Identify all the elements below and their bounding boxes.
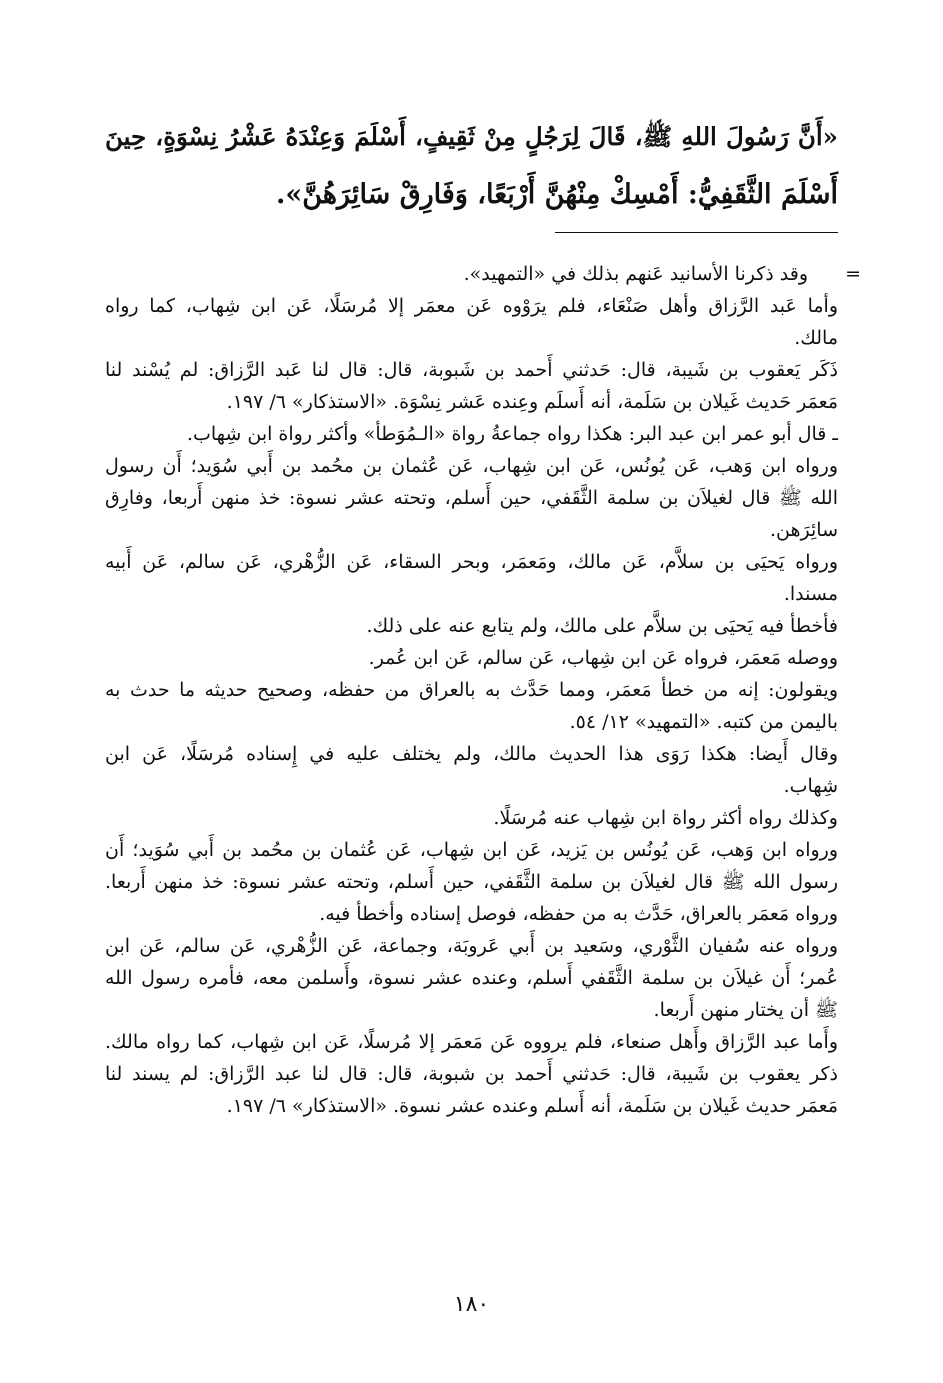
footnote-line: ﷺ أن يختار منهن أَربعا. bbox=[653, 999, 838, 1021]
hadith-text bbox=[105, 108, 838, 224]
footnote-line: ورواه مَعمَر بالعراق، حَدَّث به من حفظه، فوصل إسناده وأخطأ فيه. bbox=[319, 903, 838, 925]
footnotes bbox=[105, 258, 838, 1122]
footnote-line: الله ﷺ قال لغيلاَن بن سلمة الثَّقَفي، حين أَسلم، وتحته عشر نسوة: خذ منهن أَربعا، وفارِق bbox=[105, 487, 838, 509]
footnote-line: شِهاب. bbox=[783, 775, 838, 797]
footnote-line: رسول الله ﷺ قال لغيلاَن بن سلمة الثَّقَفي، حين أَسلم، وتحته عشر نسوة: خذ منهن أَربعا. bbox=[105, 871, 838, 893]
footnote-line: ورواه ابن وَهب، عَن يُونُس بن يَزيد، عَن ابن شِهاب، عَن عُثمان بن محُمد بن أَبي سُوَيد؛ أَن bbox=[105, 839, 838, 861]
footnote-line: ورواه عنه سُفيان الثَّوْري، وسَعيد بن أَبي عَروبَة، وجماعة، عَن الزُّهْري، عَن سالم، عَن ابن bbox=[105, 935, 838, 957]
footnote-line: وأما عَبد الرَّزاق وأهل صَنْعَاء، فلم يرَوْوه عَن معمَر إلا مُرسَلًا، عَن ابن شِهاب، كما رواه bbox=[105, 295, 838, 317]
hadith-line: أَسْلَمَ الثَّقَفِيُّ: أَمْسِكْ مِنْهُنَّ أَرْبَعًا، وَفَارِقْ سَائِرَهُنَّ». bbox=[275, 179, 838, 210]
continuation-mark: = bbox=[845, 263, 861, 285]
footnote-line: ويقولون: إنه من خطأ مَعمَر، ومما حَدَّث به بالعراق من حفظه، وصحيح حديثه ما حدث به bbox=[105, 679, 838, 701]
footnote-line: ذَكَر يَعقوب بن شَيبة، قال: حَدثني أَحمد بن شَبوبة، قال: قال لنا عَبد الرَّزاق: لم يُسْند لنا bbox=[105, 359, 838, 381]
footnote-line: ـ قال أبو عمر ابن عبد البر: هكذا رواه جماعةُ رواة «الـمُوَطأ» وأكثر رواة ابن شِهاب. bbox=[186, 423, 838, 445]
footnote-line: عُمر؛ أَن غيلاَن بن سلمة الثَّقَفي أَسلم، وعنده عشر نسوة، وأَسلمن معه، فأمره رسول الله bbox=[105, 967, 838, 989]
hadith-line: «أَنَّ رَسُولَ اللهِ ﷺ، قَالَ لِرَجُلٍ مِنْ ثَقِيفٍ، أَسْلَمَ وَعِنْدَهُ عَشْرُ نِسْوَةٍ، حِينَ bbox=[105, 122, 838, 151]
footnote-line: فأخطأ فيه يَحيَى بن سلاَّم على مالك، ولم يتابع عنه على ذلك. bbox=[366, 615, 838, 637]
footnote-line: ذكر يعقوب بن شَيبة، قال: حَدثني أَحمد بن شبوبة، قال: قال لنا عبد الرَّزاق: لم يسند لنا bbox=[105, 1063, 838, 1085]
footnote-line: ووصله مَعمَر، فرواه عَن ابن شِهاب، عَن سالم، عَن ابن عُمر. bbox=[368, 647, 838, 669]
footnote-line: وكذلك رواه أكثر رواة ابن شِهاب عنه مُرسَلًا. bbox=[493, 807, 838, 829]
footnote-line: مالك. bbox=[794, 327, 838, 349]
footnote-line: مسندا. bbox=[783, 583, 838, 605]
footnote-line: باليمن من كتبه. «التمهيد» ١٢/ ٥٤. bbox=[569, 711, 838, 733]
footnote-line: وقال أَيضا: هكذا رَوَى هذا الحديث مالك، ولم يختلف عليه في إِسناده مُرسَلًا، عَن ابن bbox=[105, 743, 838, 765]
footnote-line: مَعمَر حَديث غَيلان بن سَلَمة، أنه أَسلَم وعِنده عَشر نِسْوَة. «الاستذكار» ٦/ ١٩٧. bbox=[226, 391, 838, 413]
footnote-line: مَعمَر حديث غَيلان بن سَلَمة، أنه أَسلم وعنده عشر نسوة. «الاستذكار» ٦/ ١٩٧. bbox=[226, 1095, 838, 1117]
page-number: ١٨٠ bbox=[453, 1292, 490, 1317]
footnote-line: سائِرَهن. bbox=[769, 519, 838, 541]
footnote-line: ورواه ابن وَهب، عَن يُونُس، عَن ابن شِهاب، عَن عُثمان بن محُمد بن أَبي سُوَيد؛ أَن رسول bbox=[105, 455, 838, 477]
footnote-line: وقد ذكرنا الأسانيد عَنهم بذلك في «التمهيد». bbox=[463, 263, 808, 285]
footnote-line: ورواه يَحيَى بن سلاَّم، عَن مالك، ومَعمَر، وبحر السقاء، عَن الزُّهْري، عَن سالم، عَن أَبيه bbox=[105, 551, 838, 573]
footnote-line: وأَما عبد الرَّزاق وأَهل صنعاء، فلم يرووه عَن مَعمَر إلا مُرسلًا، عَن ابن شِهاب، كما رواه مالك. bbox=[105, 1031, 838, 1053]
footnote-separator bbox=[555, 232, 838, 233]
